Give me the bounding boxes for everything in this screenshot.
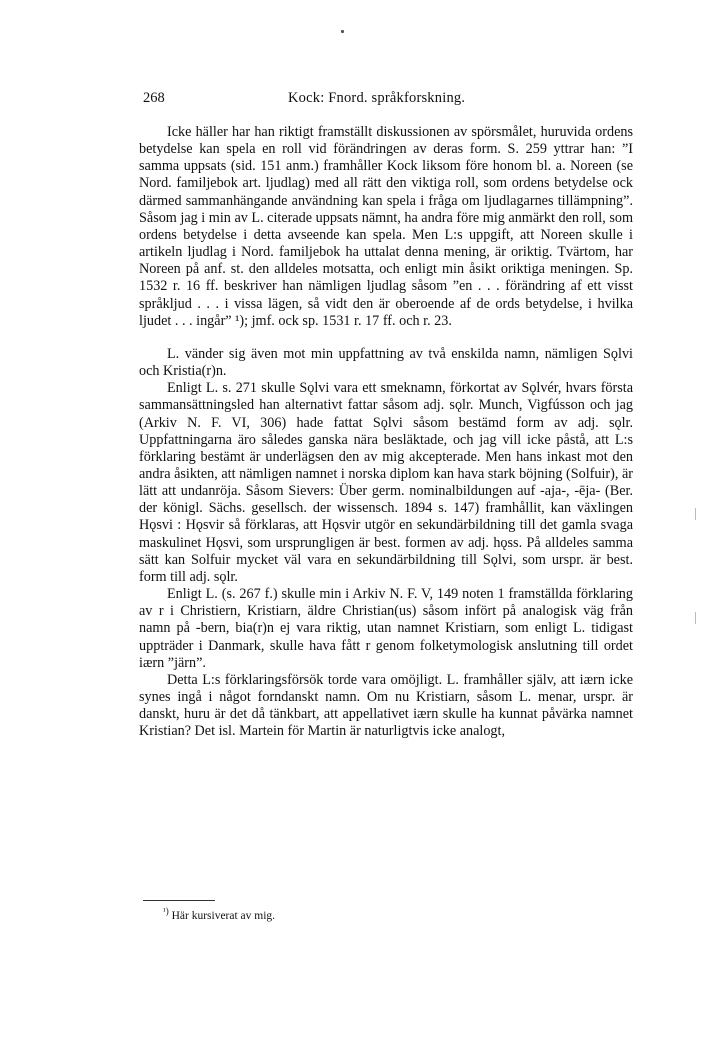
footnote-rule: [143, 900, 215, 901]
paragraph: L. vänder sig även mot min uppfattning av två enskilda namn, nämligen Sǫlvi och Kristia(r)n.: [139, 345, 633, 380]
paragraph: Enligt L. (s. 267 f.) skulle min i Arkiv N. F. V, 149 noten 1 framställda förklaring av r i Christiern, Kristiarn, äldre Christian(us) såsom infört på analogisk väg från namn på -bern, bia(r)n ej vara riktig, utan namnet Kristiarn, som enligt L. tidigast uppträder i Danmark, skulle hava fått r genom folketymologisk anslutning till ordet iærn ”järn”.: [139, 586, 633, 671]
body-text: [139, 124, 633, 740]
footnote-marker: ¹): [163, 906, 169, 916]
footnote: [163, 906, 275, 922]
margin-mark: [695, 612, 696, 624]
running-title: Kock: Fnord. språkforskning.: [288, 90, 466, 106]
page-header: [143, 90, 633, 110]
paragraph: Icke häller har han riktigt framställt diskussionen av spörsmålet, huruvida ordens betydelse kan spela en roll vid förändringen av deras form. S. 259 yttrar han: ”I samma uppsats (sid. 151 anm.) framhåller Kock liksom före honom bl. a. Noreen (se Nord. familjebok art. ljudlag) med all rätt den viktiga roll, som ordens betydelse ock därmed sammanhängande användning kan spela i fråga om ljudlagarnes tillämpning”. Såsom jag i min av L. citerade uppsats nämnt, ha andra före mig anmärkt den roll, som ordens betydelse i detta avseende kan spela. Men L:s uppgift, att Noreen skulle i artikeln ljudlag i Nord. familjebok ha uttalat denna mening, är oriktig. Tvärtom, har Noreen på anf. st. den alldeles motsatta, och enligt min åsikt oriktiga meningen. Sp. 1532 r. 16 ff. beskriver han nämligen ljudlag såsom ”en . . . förändring af ett visst språkljud . . . i vissa lägen, så vidt den är oberoende af de ords betydelse, i hvilka ljudet . . . ingår” ¹); jmf. ock sp. 1531 r. 17 ff. och r. 23.: [139, 124, 633, 329]
paragraph: Enligt L. s. 271 skulle Sǫlvi vara ett smeknamn, förkortat av Sǫlvér, hvars första sammansättningsled han alternativt fattar såsom adj. sǫlr. Munch, Vigfússon och jag (Arkiv N. F. VI, 306) hade fattat Sǫlvi såsom bestämd form av adj. sǫlr. Uppfattningarna äro således ganska nära besläktade, och jag vill icke påstå, att L:s förklaring bestämt är underlägsen den av mig akcepterade. Men hans inkast mot den andra åsikten, att nämligen namnet i norska diplom kan hava stark böjning (Solfuir), är lätt att undanröja. Såsom Sievers: Über germ. nominalbildungen auf -aja-, -ēja- (Ber. der königl. Sächs. gesellsch. der wissensch. 1894 s. 147) framhållit, kan växlingen Hǫsvi : Hǫsvir så förklaras, att Hǫsvir utgör en sekundärbildning till det gamla svaga maskulinet Hǫsvi, som ursprungligen är best. formen av adj. hǫss. På alldeles samma sätt kan Solfuir mycket väl vara en sekundärbildning till Sǫlvi, som urspr. är best. form till adj. sǫlr.: [139, 380, 633, 585]
page-number: 268: [143, 90, 165, 106]
paragraph: Detta L:s förklaringsförsök torde vara omöjligt. L. framhåller själv, att iærn icke synes ingå i något forndanskt namn. Om nu Kristiarn, såsom L. menar, urspr. är danskt, huru är det då tänkbart, att appellativet iærn skulle ha kunnat påvärka namnet Kristian? Det isl. Martein för Martin är naturligtvis icke analogt,: [139, 671, 633, 740]
footnote-text: Här kursiverat av mig.: [171, 909, 276, 922]
margin-mark: [695, 508, 696, 520]
print-speck: [341, 30, 344, 33]
